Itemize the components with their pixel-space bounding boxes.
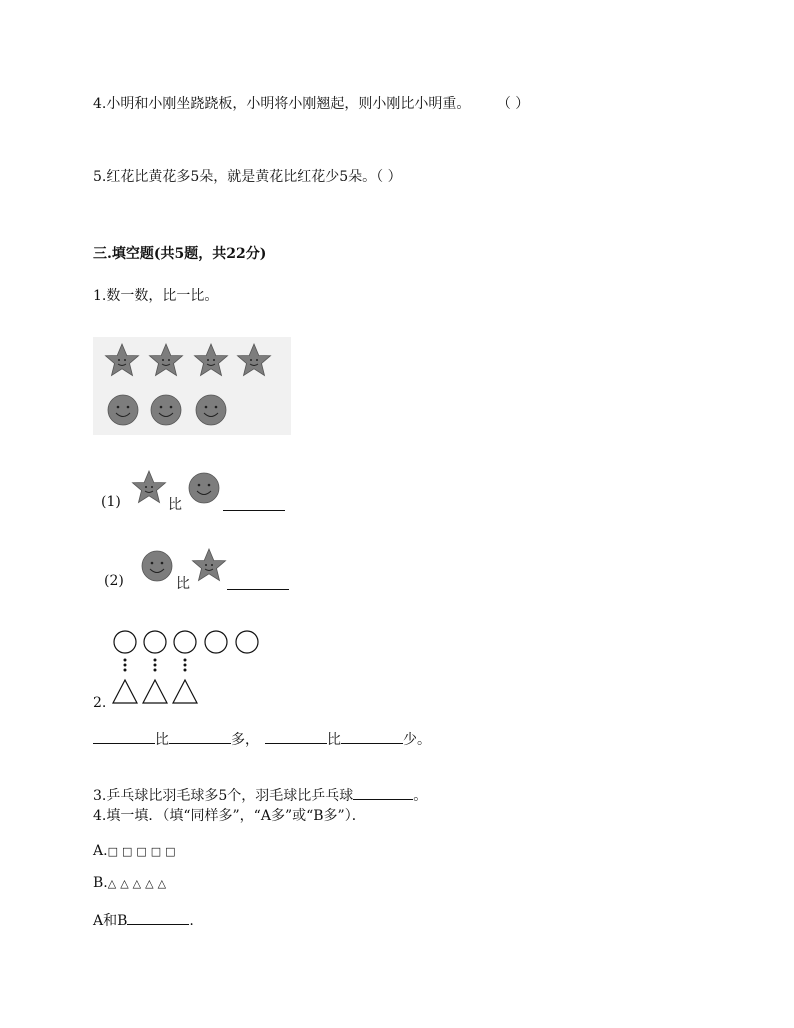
row-b [93,875,170,891]
fill-1-prompt: 1.数一数，比一比。 [93,288,219,304]
smiley-face-icon [108,395,138,425]
star-icon [191,548,227,584]
smiley-face-icon [187,471,221,505]
star-icon [106,344,139,376]
answer-blank[interactable] [93,729,155,744]
fill-1-sub-2-label: (2) [104,573,124,589]
fill-2-sentence [93,729,431,749]
star-icon [131,470,167,506]
squares-icon: □□□□□ [107,845,180,858]
compare-word: 比 [176,576,190,592]
fill-2-number: 2. [93,695,107,711]
answer-blank[interactable] [127,910,189,925]
circle-shape [205,631,227,653]
circles-triangles-figure [108,628,268,708]
compare-word: 比 [168,497,182,513]
compare-word: 比 [327,732,341,748]
period: . [189,913,194,929]
row-a-label: A. [93,843,108,859]
question-4-text: 4.小明和小刚坐跷跷板，小明将小刚翘起，则小刚比小明重。 [93,96,471,112]
less-word: 少。 [403,732,431,748]
triangle-shape [173,680,197,703]
smiley-face-icon [140,549,174,583]
circle-shape [236,631,258,653]
circle-shape [144,631,166,653]
question-5-tf: 5.红花比黄花多5朵，就是黄花比红花少5朵。（ ） [93,169,402,185]
answer-blank[interactable] [227,575,289,590]
triangles-icon: △△△△△ [107,877,171,890]
fill-4-answer [93,910,194,930]
answer-blank[interactable] [341,729,403,744]
question-4-tf [93,93,529,113]
answer-blank[interactable] [265,729,327,744]
row-b-label: B. [93,875,108,891]
answer-blank[interactable] [169,729,231,744]
triangle-shape [113,680,137,703]
circle-shape [114,631,136,653]
star-icon [238,344,271,376]
smiley-face-icon [151,395,181,425]
star-icon [195,344,228,376]
answer-blank[interactable] [223,496,285,511]
fill-4-prompt: 4.填一填．（填“同样多”，“A多”或“B多”）． [93,808,366,824]
fill-1-sub-1-label: (1) [101,494,121,510]
answer-parentheses[interactable]: （ ） [496,96,530,112]
star-icon [150,344,183,376]
circle-shape [174,631,196,653]
section-3-title: 三.填空题(共5题，共22分) [93,246,267,262]
compare-word: 比 [155,732,169,748]
stars-faces-svg [93,337,291,435]
triangle-shape [143,680,167,703]
period: 。 [413,788,428,804]
answer-blank[interactable] [353,785,413,800]
fill-3-text: 3.乒乓球比羽毛球多5个，羽毛球比乒乓球 [93,788,354,804]
smiley-face-icon [196,395,226,425]
more-word: 多， [231,732,259,748]
answer-prefix: A和B [93,913,128,929]
fill-3 [93,785,427,805]
stars-and-faces-picture [93,337,291,435]
row-a [93,843,180,859]
